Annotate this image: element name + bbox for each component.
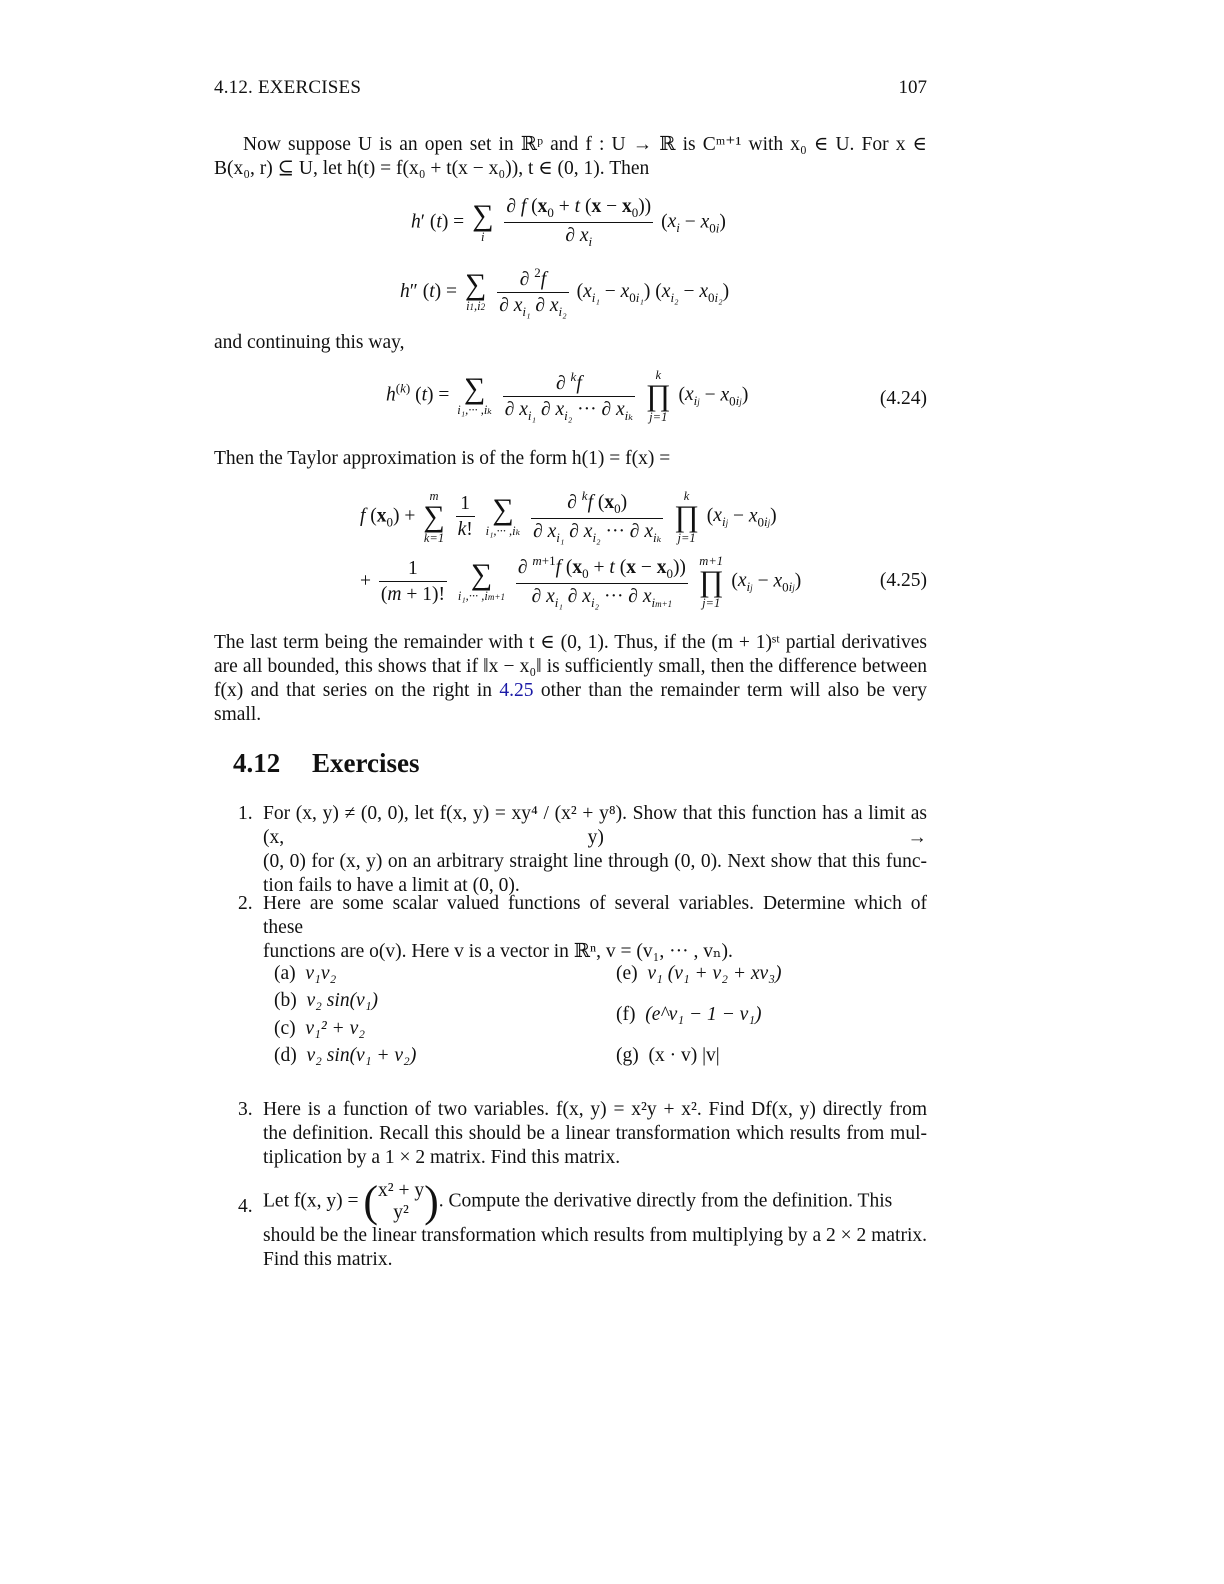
exercise-2-part-c — [274, 1017, 365, 1041]
remainder-line-3-end: other than the remainder term will also be very — [540, 680, 928, 701]
remainder-line-3-start: f(x) and that series on the right in — [214, 680, 493, 701]
exercise-4-line-1 — [263, 1177, 927, 1226]
equation-link-4-25[interactable]: 4.25 — [499, 680, 534, 701]
exercise-3-line-1: Here is a function of two variables. f(x, y) = x²y + x². Find Df(x, y) directly from — [263, 1099, 927, 1120]
exercise-4-line-1-start: Let f(x, y) = — [263, 1190, 359, 1212]
remainder-line-4: small. — [214, 704, 262, 725]
exercise-number: 1. — [238, 803, 253, 824]
exercise-1 — [238, 802, 927, 898]
exercise-2 — [238, 892, 927, 964]
page-number: 107 — [898, 77, 927, 98]
document-page — [214, 0, 927, 1584]
left-paren: ( — [363, 1177, 378, 1226]
exercise-2-part-f — [616, 1003, 762, 1027]
remainder-line-3 — [214, 679, 927, 703]
section-title: Exercises — [312, 748, 420, 778]
vector-bottom: y² — [393, 1202, 409, 1223]
part-expression: v₁² + v₂ — [305, 1018, 366, 1039]
part-expression: v₂ sin(v₁ + v₂) — [306, 1045, 417, 1066]
remainder-line-1: The last term being the remainder with t ∈ (0, 1). Thus, if the (m + 1)ˢᵗ partial derivatives — [214, 632, 927, 653]
exercise-2-part-d — [274, 1044, 416, 1068]
part-label: (f) — [616, 1004, 636, 1025]
exercise-number: 3. — [238, 1099, 253, 1120]
exercise-number: 4. — [238, 1196, 253, 1217]
equation-h-prime: h′ (t) = ∑ i $\frac{\partial f (x_0 + t (x - x_0))}{\partial x_i}$ $(x_i - x_{0i})$ — [411, 196, 726, 249]
part-expression: v₂ sin(v₁) — [306, 990, 378, 1011]
remainder-line-2: are all bounded, this shows that if ‖x − x₀‖ is sufficiently small, then the difference between — [214, 656, 927, 677]
part-label: (g) — [616, 1045, 639, 1066]
remainder-paragraph — [214, 631, 927, 727]
exercise-2-part-g — [616, 1044, 720, 1068]
continuing-text: and continuing this way, — [214, 332, 405, 353]
exercise-4-line-3: Find this matrix. — [263, 1249, 393, 1270]
exercise-2-part-a — [274, 962, 336, 986]
exercise-4 — [238, 1177, 927, 1272]
exercise-2-line-1: Here are some scalar valued functions of several variables. Determine which of these — [263, 893, 927, 938]
exercise-number: 2. — [238, 893, 253, 914]
exercise-1-line-1: For (x, y) ≠ (0, 0), let f(x, y) = xy⁴ / (x² + y⁸). Show that this function has a limit as (x, y) → — [263, 803, 927, 848]
exercise-1-line-3: tion fails to have a limit at (0, 0). — [263, 875, 520, 896]
intro-line-2: B(x₀, r) ⊆ U, let h(t) = f(x₀ + t(x − x₀)), t ∈ (0, 1). Then — [214, 158, 650, 179]
exercise-3 — [238, 1098, 927, 1170]
equation-4-25-line-2: + $\frac{1}{(m + 1)!}$ ∑ i₁,··· ,im+1 $\frac{\partial ^{m+1}f (x_0 + t (x - x_0))}{\partial x_{i_1} \partial x_{i_2} \cdot\cdot\cdot \partial x_{im+1}}$ m+1 ∏ j=1 $(x_{ij} - x_{0ij})$ — [360, 553, 802, 610]
exercise-1-line-2: (0, 0) for (x, y) on an arbitrary straight line through (0, 0). Next show that this func- — [263, 851, 927, 872]
equation-number-4-24: (4.24) — [879, 388, 927, 409]
exercise-2-part-b — [274, 989, 378, 1013]
intro-line-1: Now suppose U is an open set in ℝᵖ and f : U → ℝ is Cᵐ⁺¹ with x₀ ∈ U. For x ∈ — [243, 134, 927, 155]
taylor-text: Then the Taylor approximation is of the form h(1) = f(x) = — [214, 448, 671, 469]
exercise-3-line-2: the definition. Recall this should be a linear transformation which results from mul- — [263, 1123, 927, 1144]
section-heading — [233, 748, 419, 779]
equation-4-24: $h^{(k)}$ (t) = ∑ i₁,··· ,iₖ $\frac{\partial ^kf}{\partial x_{i_1} \partial x_{i_2} \cdot\cdot\cdot \partial x_{i_k}}$ k ∏ j=1 $(x_{ij} - x_{0ij})$ — [386, 368, 749, 424]
right-paren: ) — [424, 1177, 439, 1226]
part-label: (e) — [616, 963, 638, 984]
exercise-2-line-2: functions are o(v). Here v is a vector in ℝⁿ, v = (v₁, ··· , vₙ). — [263, 941, 733, 962]
part-label: (d) — [274, 1045, 297, 1066]
part-expression: (e^v₁ − 1 − v₁) — [645, 1004, 762, 1025]
part-label: (a) — [274, 963, 296, 984]
exercise-4-line-1-end: . Compute the derivative directly from the definition. This — [438, 1190, 893, 1212]
part-expression: v₁v₂ — [305, 963, 337, 984]
intro-paragraph — [214, 133, 927, 181]
equation-number-4-25: (4.25) — [879, 570, 927, 591]
equation-h-double-prime: h″ (t) = ∑ i1,i2 $\frac{\partial ^2f}{\partial x_{i_1} \partial x_{i_2}}$ $(x_{i_1} - x_{0i_1}) (x_{i_2} - x_{0i_2})$ — [400, 265, 730, 319]
section-number: 4.12 — [233, 748, 281, 778]
part-expression: (x · v) |v| — [648, 1045, 720, 1066]
equation-4-25-line-1: f $(x_0)$ + m ∑ k=1 $\frac{1}{k!}$ ∑ i₁,··· ,iₖ $\frac{\partial ^kf (x_0)}{\partial x_{i_1} \partial x_{i_2} \cdot\cdot\cdot \partial x_{i_k}}$ k ∏ j=1 $(x_{ij} - x_{0ij})$ — [360, 488, 777, 545]
vector-top: x² + y — [378, 1180, 425, 1201]
part-expression: v₁ (v₁ + v₂ + xv₃) — [647, 963, 782, 984]
part-label: (c) — [274, 1018, 296, 1039]
vector-column — [378, 1180, 424, 1224]
part-label: (b) — [274, 990, 297, 1011]
running-header: 4.12. EXERCISES — [214, 77, 362, 98]
exercise-3-line-3: tiplication by a 1 × 2 matrix. Find this matrix. — [263, 1147, 621, 1168]
exercise-4-line-2: should be the linear transformation which results from multiplying by a 2 × 2 matrix. — [263, 1225, 927, 1246]
exercise-2-part-e — [616, 962, 781, 986]
